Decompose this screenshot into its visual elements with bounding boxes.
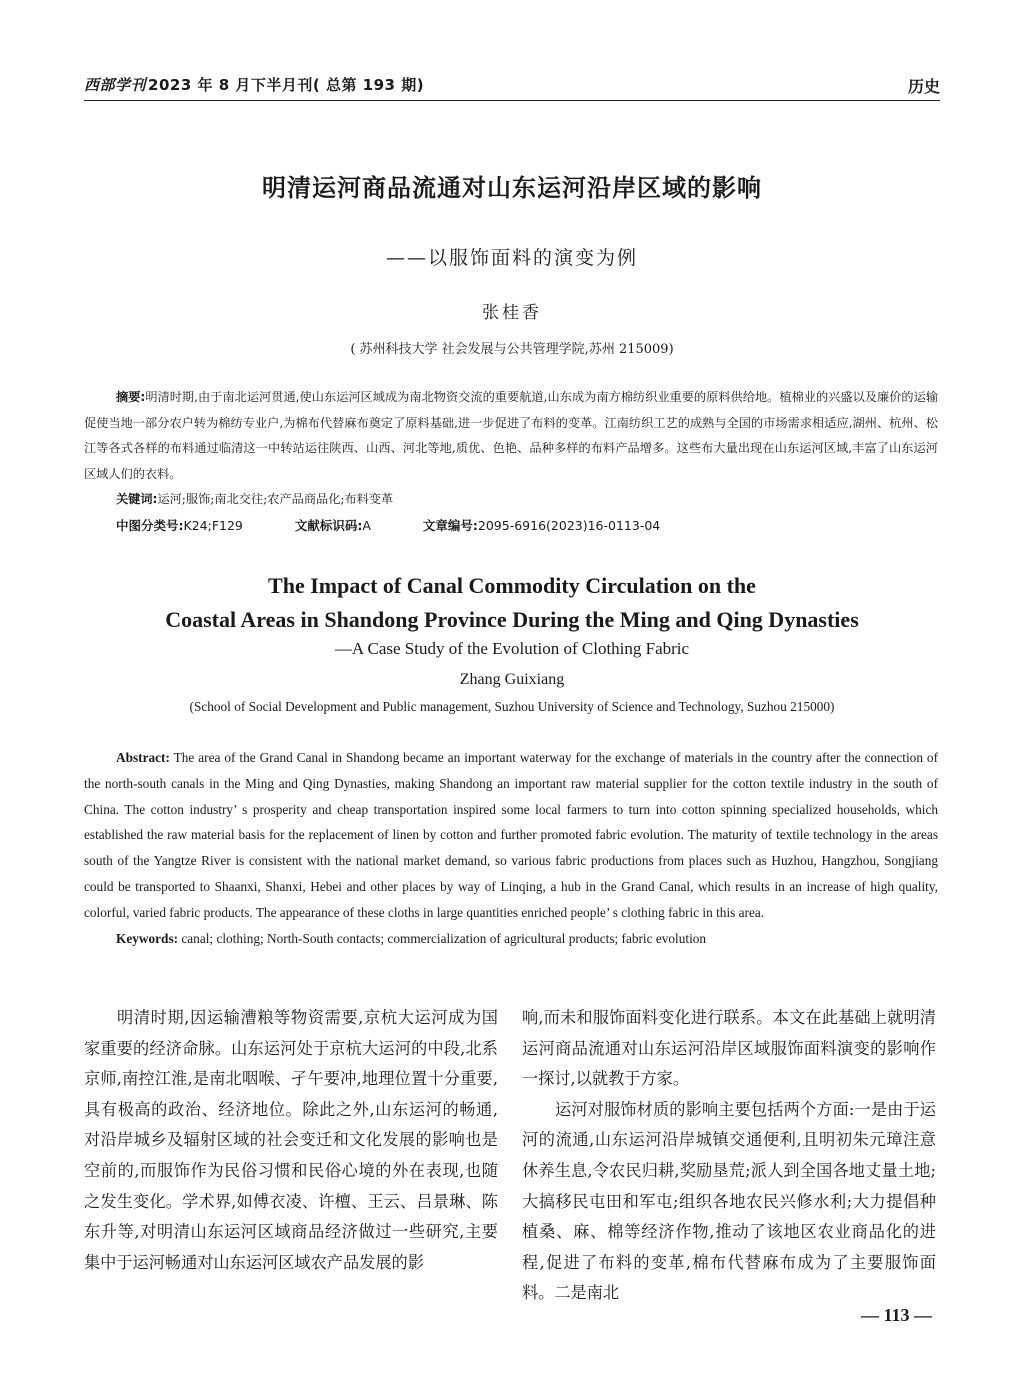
classification-line — [116, 513, 938, 539]
journal-issue: 2023 年 8 月下半月刊( 总第 193 期) — [148, 76, 425, 94]
keywords-text: 运河;服饰;南北交往;农产品商品化;布料变革 — [157, 492, 394, 506]
document-code — [295, 513, 371, 539]
body-paragraph: 响,而未和服饰面料变化进行联系。本文在此基础上就明清运河商品流通对山东运河沿岸区域服饰面料演变的影响作一探讨,以就教于方家。 — [522, 1008, 936, 1089]
english-keywords-text: canal; clothing; North-South contacts; commercialization of agricultural products; fabric evolution — [178, 930, 707, 946]
body-paragraph: 明清时期,因运输漕粮等物资需要,京杭大运河成为国家重要的经济命脉。山东运河处于京杭大运河的中段,北系京师,南控江淮,是南北咽喉、孑午要冲,地理位置十分重要,具有极高的政治、经济地位。除此之外,山东运河的畅通,对沿岸城乡及辐射区域的社会变迁和文化发展的影响也是空前的,而服饰作为民俗习惯和民俗心境的外在表现,也随之发生变化。学术界,如傅衣凌、许檀、王云、吕景琳、陈东升等,对明清山东运河区域商品经济做过一些研究,主要集中于运河畅通对山东运河区域农产品发展的影 — [84, 1008, 498, 1272]
english-title-line2: Coastal Areas in Shandong Province During the Ming and Qing Dynasties — [165, 607, 859, 632]
english-abstract-text: The area of the Grand Canal in Shandong became an important waterway for the exchange of materials in the country after the connection of the north-south canals in the Ming and Qing Dynasties, making Shandong an important raw material supplier for the cotton textile industry in the south of China. The cotton industry’ s prosperity and cheap transportation inspired some local farmers to turn into cotton spinning specialized households, which established the raw material basis for the replacement of linen by cotton and further promoted fabric evolution. The maturity of textile technology in the areas south of the Yangtze River is consistent with the national market demand, so various fabric productions from places such as Huzhou, Hangzhou, Songjiang could be transported to Shaanxi, Shanxi, Hebei and other places by way of Linqing, a hub in the Grand Canal, which results in an increase of high quality, colorful, varied fabric products. The appearance of these cloths in large quantities enriched people’ s clothing fabric in this area. — [84, 750, 938, 920]
chinese-keywords — [116, 487, 938, 513]
article-no-value: 2095-6916(2023)16-0113-04 — [477, 517, 661, 533]
article-number — [423, 513, 660, 539]
english-keywords-label: Keywords: — [116, 930, 179, 946]
chinese-title: 明清运河商品流通对山东运河沿岸区域的影响 — [262, 174, 762, 202]
english-abstract-label: Abstract: — [116, 750, 170, 765]
chinese-abstract-block — [84, 385, 938, 538]
chinese-abstract — [84, 385, 938, 487]
chinese-author: 张桂香 — [482, 303, 542, 323]
abstract-text: 明清时期,由于南北运河贯通,使山东运河区域成为南北物资交流的重要航道,山东成为南方棉纺织业重要的原料供给地。植棉业的兴盛以及廉价的运输促使当地一部分农户转为棉纺专业户,为棉布代替麻布奠定了原料基础,进一步促进了布料的变革。江南纺织工艺的成熟与全国的市场需求相适应,湖州、杭州、松江等各式各样的布料通过临清这一中转站运往陕西、山西、河北等地,质优、色艳、品种多样的布料产品增多。这些布大量出现在山东运河区域,丰富了山东运河区域人们的衣料。 — [84, 390, 939, 481]
body-column-left — [84, 1003, 498, 1278]
journal-issue-line — [84, 74, 424, 95]
english-affiliation: (School of Social Development and Public management, Suzhou University of Science and Technology, Suzhou 215000) — [189, 699, 835, 714]
english-subtitle: —A Case Study of the Evolution of Clothing Fabric — [334, 639, 690, 658]
english-abstract — [84, 745, 938, 926]
english-author: Zhang Guixiang — [459, 671, 565, 688]
doc-code-value: A — [362, 517, 371, 533]
keywords-label: 关键词: — [116, 492, 158, 506]
section-name: 历史 — [907, 77, 940, 96]
english-title-line1: The Impact of Canal Commodity Circulation on the — [268, 573, 756, 598]
body-paragraph: 运河对服饰材质的影响主要包括两个方面:一是由于运河的流通,山东运河沿岸城镇交通便利,且明初朱元璋注意休养生息,令农民归耕,奖励垦荒;派人到全国各地丈量土地;大搞移民屯田和军屯;组织各地农民兴修水利;大力提倡种植桑、麻、棉等经济作物,推动了该地区农业商品化的进程,促进了布料的变革,棉布代替麻布成为了主要服饰面料。二是南北 — [522, 1099, 936, 1303]
body-column-right — [522, 1003, 936, 1309]
abstract-label: 摘要: — [116, 390, 146, 404]
english-abstract-block — [84, 745, 938, 951]
english-keywords — [84, 926, 938, 952]
journal-brand: 西部学刊 — [84, 76, 147, 94]
chinese-affiliation: ( 苏州科技大学 社会发展与公共管理学院,苏州 215009) — [350, 342, 674, 357]
running-header — [84, 72, 940, 101]
english-title — [0, 569, 1024, 637]
chinese-subtitle: ——以服饰面料的演变为例 — [385, 247, 638, 269]
article-no-label: 文章编号: — [422, 517, 478, 533]
doc-code-label: 文献标识码: — [294, 517, 363, 533]
clc-code — [116, 513, 243, 539]
page-number: — 113 — — [860, 1305, 932, 1325]
clc-value: K24;F129 — [183, 517, 243, 533]
clc-label: 中图分类号: — [116, 517, 184, 533]
